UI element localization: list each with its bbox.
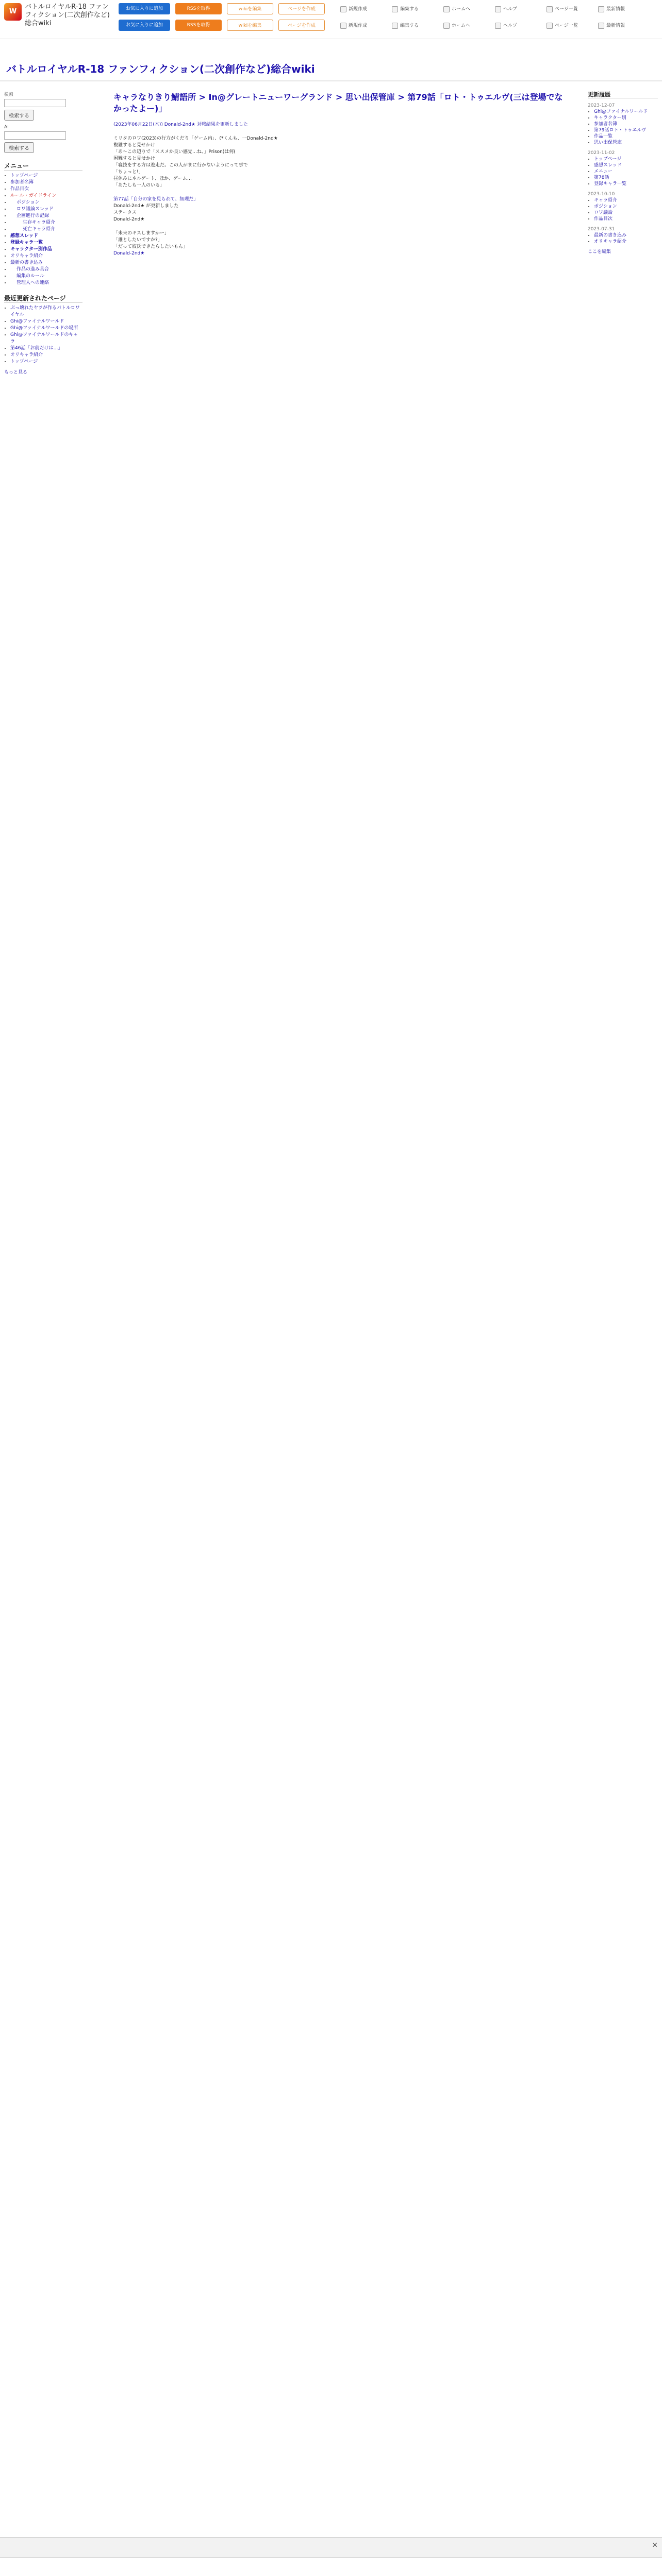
menu-item[interactable]: 死亡キャラ紹介 (23, 227, 56, 232)
recent-page-item[interactable]: オリキャラ紹介 (10, 352, 43, 358)
update-item[interactable]: メニュー (594, 169, 613, 174)
site-title[interactable]: バトルロイヤルR-18 ファンフィクション(二次創作など)総合wiki (25, 3, 110, 27)
update-item[interactable]: 第78話 (594, 175, 609, 180)
recent-page-item[interactable]: ぶっ壊れたヤツが作るバトルロワイヤル (10, 306, 80, 317)
update-item[interactable]: 最新の書き込み (594, 233, 627, 238)
right-sidebar (588, 92, 658, 255)
menu-help-2[interactable]: ヘルプ (495, 22, 517, 29)
log-line: (2023年06月22日(木)) Donald-2nd★ 対戦結果を更新しました (113, 122, 248, 127)
update-date: 2023-12-07 (588, 103, 615, 108)
update-item[interactable]: 第79話ロト・トゥエルヴ (594, 128, 647, 133)
menu-item[interactable]: ルール・ガイドライン (10, 193, 57, 198)
help-icon (495, 6, 501, 12)
menu-item[interactable]: 作品目次 (10, 187, 29, 192)
log-line: Donald-2nd★ (113, 251, 145, 256)
menu-item[interactable]: キャラクター別作品 (10, 247, 52, 252)
update-item[interactable]: 感想スレッド (594, 163, 622, 168)
search-button[interactable]: 検索する (4, 110, 34, 121)
menu-latest-2[interactable]: 最新情報 (598, 22, 625, 29)
log-line: ミリタのロワ(2023)の行方がくだり「ゲーム内」、(*くんも、一Donald-2nd★ (113, 136, 278, 141)
close-icon[interactable]: × (652, 2541, 658, 2549)
ai-search-label: AI (4, 125, 9, 130)
menu-help[interactable]: ヘルプ (495, 5, 517, 12)
log-line: 複雑すると見せかけ (113, 143, 156, 148)
log-line: 「あ〜この辺りで「ススメか良い感覚…ね、」Prison)は何( (113, 149, 236, 155)
page-title-bar (0, 41, 662, 81)
update-item[interactable]: キャラクター別 (594, 115, 626, 121)
ad-banner[interactable] (0, 2537, 662, 2558)
menu-item[interactable]: 最新の書き込み (10, 260, 43, 265)
menu-item[interactable]: 管理人への連絡 (16, 280, 49, 285)
recent-pages-list (4, 305, 82, 365)
update-item[interactable]: オリキャラ紹介 (594, 239, 627, 244)
menu-heading: メニュー (4, 161, 82, 171)
log-line: 「ちょっと!」 (113, 170, 143, 175)
menu-list (4, 173, 82, 286)
menu-item[interactable]: オリキャラ紹介 (10, 253, 43, 259)
more-recent-link[interactable]: もっと見る (4, 370, 28, 375)
recent-page-item[interactable]: Ghi@ファイナルワールド (10, 319, 64, 324)
menu-latest[interactable]: 最新情報 (598, 5, 625, 12)
log-line: 「あたしも一人のいる」 (113, 183, 165, 188)
menu-item[interactable]: ポジション (16, 200, 40, 205)
help-icon (495, 23, 501, 29)
update-item[interactable]: 作品目次 (594, 216, 613, 222)
menu-new-2[interactable]: 新規作成 (340, 22, 367, 29)
menu-new[interactable]: 新規作成 (340, 5, 367, 12)
menu-item[interactable]: 登録キャラ一覧 (10, 240, 43, 245)
log-entry (113, 135, 577, 189)
menu-home-2[interactable]: ホームへ (443, 22, 470, 29)
menu-item[interactable]: 生存キャラ紹介 (23, 220, 56, 225)
log-entry (113, 122, 577, 128)
edit-sidebar-link[interactable]: ここを編集 (588, 249, 611, 255)
edit-icon (392, 6, 398, 12)
new-page-icon (340, 23, 346, 29)
update-item[interactable]: Ghi@ファイナルワールド (594, 109, 648, 114)
log-line: Donald-2nd★ が更新しました (113, 204, 179, 209)
menu-item[interactable]: 企画進行の記録 (16, 213, 49, 218)
update-item[interactable]: 思い出保管庫 (594, 140, 622, 145)
update-list (588, 156, 658, 187)
article-title[interactable]: キャラなりきり鯖語所 > In@グレートニューワーグランド > 思い出保管庫 > 第79話「ロト・トゥエルヴ(三は登場でなかったよー)」 (113, 92, 563, 113)
recent-page-item[interactable]: Ghi@ファイナルワールドの場所 (10, 326, 78, 331)
log-line: 「誰としたいですか?」 (113, 238, 162, 243)
site-logo[interactable]: W (4, 3, 22, 21)
create-page-button[interactable]: ページを作成 (278, 3, 325, 14)
log-line: 昼休みにネルゲート、ほか、ゲーム… (113, 176, 192, 181)
favorite-button-2[interactable]: お気に入りに追加 (119, 20, 170, 31)
menu-item[interactable]: 感想スレッド (10, 233, 38, 239)
ai-search-input[interactable] (4, 131, 66, 140)
log-line: 「未来のキスしますかー」 (113, 231, 169, 236)
menu-item[interactable]: トップページ (10, 173, 38, 178)
log-line: 困難すると見せかけ (113, 156, 156, 161)
search-input[interactable] (4, 99, 66, 107)
ai-search-button[interactable]: 検索する (4, 142, 34, 153)
site-header (0, 0, 662, 39)
favorite-button[interactable]: お気に入りに追加 (119, 3, 170, 14)
menu-item[interactable]: 作品の進み具合 (16, 267, 49, 272)
recent-pages-heading: 最近更新されたページ (4, 294, 82, 303)
menu-home[interactable]: ホームへ (443, 5, 470, 12)
update-item[interactable]: キャラ紹介 (594, 198, 618, 203)
main-content (113, 122, 577, 264)
left-sidebar (0, 88, 82, 375)
create-page-button-2[interactable]: ページを作成 (278, 20, 325, 31)
log-line: 「寝技をする方は逃走だ。この人がまに行かないようにって事で (113, 163, 248, 168)
new-page-icon (340, 6, 346, 12)
log-entry (113, 196, 577, 223)
list-icon (547, 6, 553, 12)
menu-item[interactable]: 編集のルール (16, 274, 44, 279)
search-label: 検索 (4, 92, 14, 97)
menu-edit[interactable]: 編集する (392, 5, 419, 12)
recent-page-item[interactable]: Ghi@ファイナルワールドのキャラ (10, 332, 78, 344)
log-line: 第77話「自分の家を見られて、無理だ」 (113, 197, 198, 202)
log-line: 「だって彼氏できたらしたいもん」 (113, 244, 188, 249)
edit-wiki-button[interactable]: wikiを編集 (227, 3, 273, 14)
menu-page-list[interactable]: ページ一覧 (547, 5, 578, 12)
list-icon (547, 23, 553, 29)
menu-edit-2[interactable]: 編集する (392, 22, 419, 29)
clock-icon (598, 6, 604, 12)
edit-wiki-button-2[interactable]: wikiを編集 (227, 20, 273, 31)
update-item[interactable]: 作品一覧 (594, 134, 613, 139)
update-item[interactable]: ロワ議論 (594, 210, 613, 215)
page-title[interactable]: バトルロイヤルR-18 ファンフィクション(二次創作など)総合wiki (6, 63, 315, 75)
update-item[interactable]: 参加者名簿 (594, 122, 618, 127)
menu-page-list-2[interactable]: ページ一覧 (547, 22, 578, 29)
update-date: 2023-07-31 (588, 227, 615, 232)
update-list (588, 232, 658, 245)
update-history-heading: 更新履歴 (588, 92, 658, 98)
rss-button-2[interactable]: RSSを取得 (175, 20, 222, 31)
log-line: ステータス (113, 210, 137, 215)
update-item[interactable]: ポジション (594, 204, 617, 209)
log-line: Donald-2nd★ (113, 217, 145, 222)
log-entry (113, 230, 577, 257)
update-item[interactable]: 登録キャラ一覧 (594, 181, 627, 187)
home-icon (443, 23, 450, 29)
recent-page-item[interactable]: トップページ (10, 359, 38, 364)
update-list (588, 197, 658, 222)
update-date: 2023-11-02 (588, 150, 615, 156)
edit-icon (392, 23, 398, 29)
menu-item[interactable]: 参加者名簿 (10, 180, 34, 185)
update-item[interactable]: トップページ (594, 157, 622, 162)
update-list (588, 109, 658, 146)
recent-page-item[interactable]: 第46話「お前だけは…」 (10, 346, 63, 351)
update-date: 2023-10-10 (588, 192, 615, 197)
clock-icon (598, 23, 604, 29)
home-icon (443, 6, 450, 12)
menu-item[interactable]: ロワ議論スレッド (16, 207, 54, 212)
rss-button[interactable]: RSSを取得 (175, 3, 222, 14)
